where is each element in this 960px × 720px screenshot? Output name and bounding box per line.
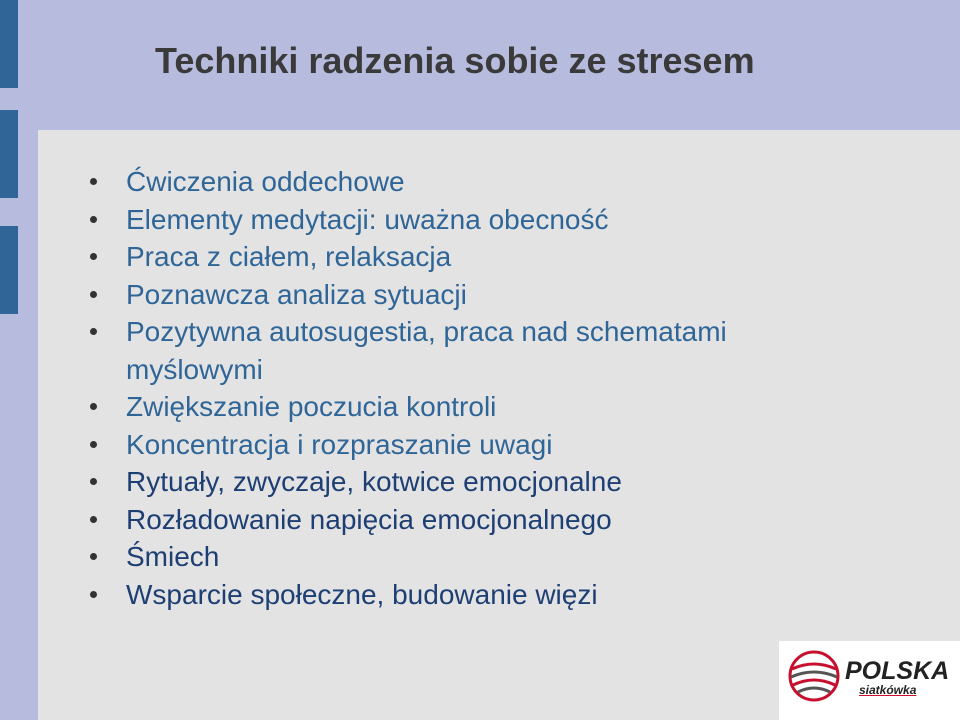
logo-name: POLSKA bbox=[845, 657, 950, 685]
bullet-dot-icon bbox=[90, 441, 97, 448]
volleyball-icon bbox=[787, 649, 841, 703]
bullet-text: Zwiększanie poczucia kontroli bbox=[126, 391, 497, 422]
bullet-text: Elementy medytacji: uważna obecność bbox=[126, 203, 609, 235]
list-item bbox=[88, 538, 828, 576]
accent-bar-top bbox=[0, 0, 18, 88]
bullet-dot-icon bbox=[90, 516, 97, 523]
bullet-dot-icon bbox=[90, 553, 97, 560]
bullet-dot-icon bbox=[90, 291, 97, 298]
bullet-text: Praca z ciałem, relaksacja bbox=[126, 241, 452, 272]
bullet-text: Pozytywna autosugestia, praca nad schematami myślowymi bbox=[126, 316, 727, 385]
bullet-dot-icon bbox=[90, 478, 97, 485]
logo-subtitle: siatkówka bbox=[859, 683, 917, 697]
polska-siatkowka-logo bbox=[779, 641, 960, 720]
bullet-text: Poznawcza analiza sytuacji bbox=[126, 278, 467, 310]
list-item bbox=[88, 388, 828, 426]
list-item bbox=[88, 201, 828, 239]
list-item bbox=[88, 313, 828, 388]
list-item bbox=[88, 276, 828, 314]
bullet-text: Rozładowanie napięcia emocjonalnego bbox=[126, 503, 612, 535]
bullet-text: Rytuały, zwyczaje, kotwice emocjonalne bbox=[126, 466, 622, 497]
list-item bbox=[88, 501, 828, 539]
bullet-text: Wsparcie społeczne, budowanie więzi bbox=[126, 578, 598, 610]
bullet-dot-icon bbox=[90, 403, 97, 410]
list-item bbox=[88, 163, 828, 201]
list-item bbox=[88, 426, 828, 464]
list-item bbox=[88, 238, 828, 276]
bullet-dot-icon bbox=[90, 253, 97, 260]
accent-bar-bottom bbox=[0, 226, 18, 314]
bullet-dot-icon bbox=[90, 178, 97, 185]
list-item bbox=[88, 463, 828, 501]
bullet-dot-icon bbox=[90, 591, 97, 598]
bullet-text: Koncentracja i rozpraszanie uwagi bbox=[126, 428, 553, 460]
list-item bbox=[88, 576, 828, 614]
bullet-list bbox=[88, 163, 828, 613]
bullet-text: Śmiech bbox=[126, 541, 220, 572]
bullet-dot-icon bbox=[90, 216, 97, 223]
slide-title: Techniki radzenia sobie ze stresem bbox=[155, 40, 755, 81]
accent-bar-middle bbox=[0, 110, 18, 198]
bullet-text: Ćwiczenia oddechowe bbox=[126, 166, 405, 197]
bullet-dot-icon bbox=[90, 328, 97, 335]
